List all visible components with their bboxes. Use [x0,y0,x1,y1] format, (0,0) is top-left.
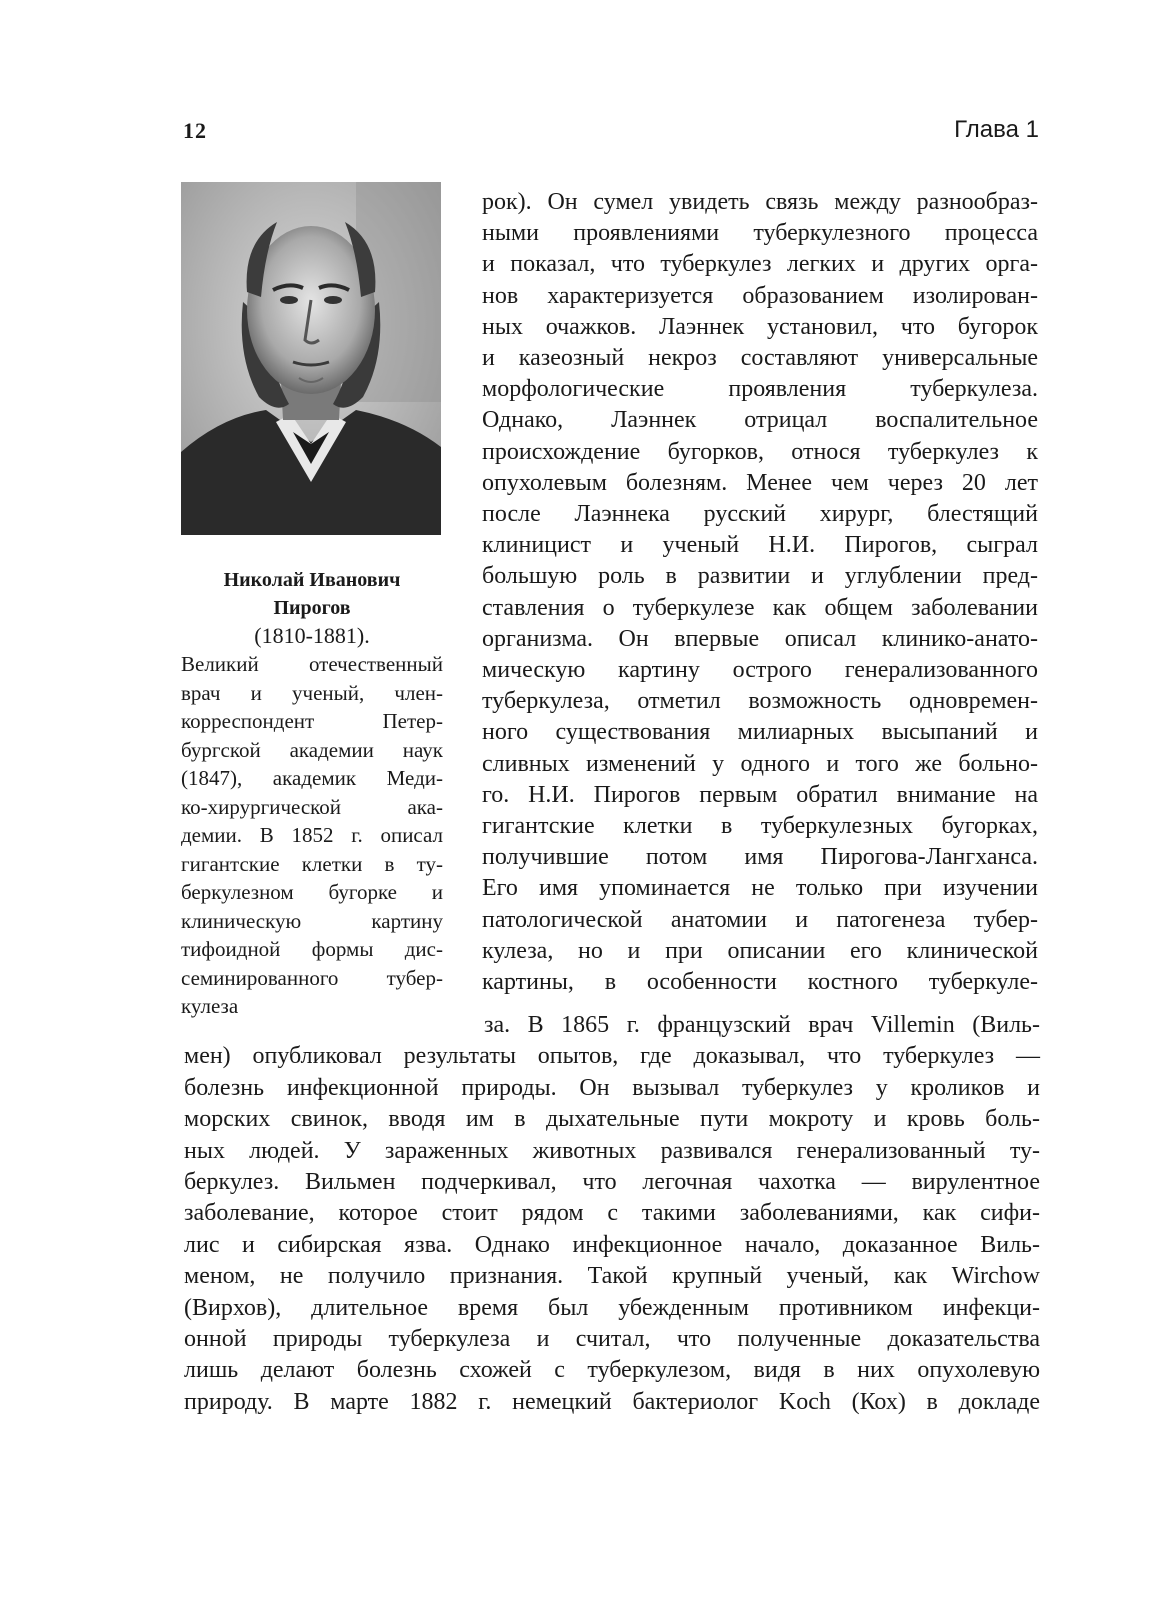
text-line: происхождение бугорков, относя туберкулез к [482,438,1038,465]
text-line: Его имя упоминается не только при изучении [482,875,1038,902]
text-line: морфологические проявления туберкулеза. [482,376,1038,403]
page-number: 12 [183,118,207,143]
caption-line: беркулезном бугорке и [181,880,443,904]
caption-line: семинированного тубер- [181,965,443,990]
text-line: рок). Он сумел увидеть связь между разнообраз- [482,189,1038,215]
caption-line: клиническую картину [181,908,443,933]
text-line: патологической анатомии и патогенеза тубер- [482,906,1038,933]
text-line: кулеза, но и при описании его клинической [482,937,1038,964]
text-line: ными проявлениями туберкулезного процесса [482,220,1038,247]
text-line: картины, в особенности костного туберкуле- [482,969,1038,996]
text-line: большую роль в развитии и углублении пред- [482,563,1038,590]
text-line: болезнь инфекционной природы. Он вызывал туберкулез у кроликов и [184,1074,1040,1101]
text-line: Однако, Лаэннек отрицал воспалительное [482,407,1038,434]
text-line: клиницист и ученый Н.И. Пирогов, сыграл [482,532,1038,559]
caption-line: кулеза [181,994,239,1018]
caption-line: демии. В 1852 г. описал [181,823,443,847]
text-line: сливных изменений у одного и того же больно- [482,750,1038,777]
text-line: мен) опубликовал результаты опытов, где доказывал, что туберкулез — [184,1043,1040,1070]
caption-line: гигантские клетки в ту- [181,851,443,876]
text-line: меном, не получило признания. Такой крупный ученый, как Wirchow [184,1263,1040,1290]
text-line: и показал, что туберкулез легких и других орга- [482,251,1038,278]
chapter-title: Глава 1 [954,116,1039,143]
caption-line: корреспондент Петер- [181,709,443,733]
caption-years: (1810-1881). [254,623,370,648]
text-line: за. В 1865 г. французский врач Villemin (Виль- [484,1012,1040,1038]
text-line: онной природы туберкулеза и считал, что полученные доказательства [184,1326,1040,1353]
caption-line: бургской академии наук [181,737,443,762]
text-line: ставления о туберкулезе как общем заболевании [482,594,1038,621]
body-column-text [482,187,1038,998]
text-line: го. Н.И. Пирогов первым обратил внимание на [482,781,1038,808]
text-line: природу. В марте 1882 г. немецкий бактериолог Koch (Кох) в докладе [184,1388,1040,1415]
text-line: и казеозный некроз составляют универсальные [482,345,1038,372]
text-line: ных очажков. Лаэннек установил, что бугорок [482,313,1038,340]
caption-name-line1: Николай Иванович [223,569,401,591]
text-line: туберкулеза, отметил возможность одновремен- [482,688,1038,715]
caption-name-line2: Пирогов [273,597,351,619]
text-line: организма. Он впервые описал клинико-анато- [482,625,1038,652]
text-line: получившие потом имя Пирогова-Лангханса. [482,844,1038,871]
caption-line: врач и ученый, член- [181,680,443,705]
caption-line: (1847), академик Меди- [181,766,443,790]
caption-body [181,650,443,1021]
portrait-photo [181,182,441,535]
text-line: опухолевым болезням. Менее чем через 20 лет [482,469,1038,496]
text-line: лис и сибирская язва. Однако инфекционное начало, доказанное Виль- [184,1231,1040,1258]
text-line: (Вирхов), длительное время был убежденным противником инфекци- [184,1294,1040,1321]
text-line: беркулез. Вильмен подчеркивал, что легочная чахотка — вирулентное [184,1169,1040,1196]
text-line: после Лаэннека русский хирург, блестящий [482,501,1038,528]
caption-line: тифоидной формы дис- [181,937,443,961]
caption-line: ко-хирургической ака- [181,794,443,819]
text-line: лишь делают болезнь схожей с туберкулезом, видя в них опухолевую [184,1357,1040,1384]
body-full-width-text [184,1010,1040,1418]
text-line: гигантские клетки в туберкулезных бугорках, [482,813,1038,840]
text-line: мическую картину острого генерализованного [482,657,1038,684]
text-line: нов характеризуется образованием изолирован- [482,282,1038,309]
caption-line: Великий отечественный [181,652,443,676]
text-line: ных людей. У зараженных животных развивался генерализованный ту- [184,1137,1040,1164]
text-line: морских свинок, вводя им в дыхательные пути мокроту и кровь боль- [184,1106,1040,1133]
text-line: заболевание, которое стоит рядом с такими заболеваниями, как сифи- [184,1200,1040,1227]
portrait-caption [181,566,443,1021]
text-line: ного существования милиарных высыпаний и [482,719,1038,746]
